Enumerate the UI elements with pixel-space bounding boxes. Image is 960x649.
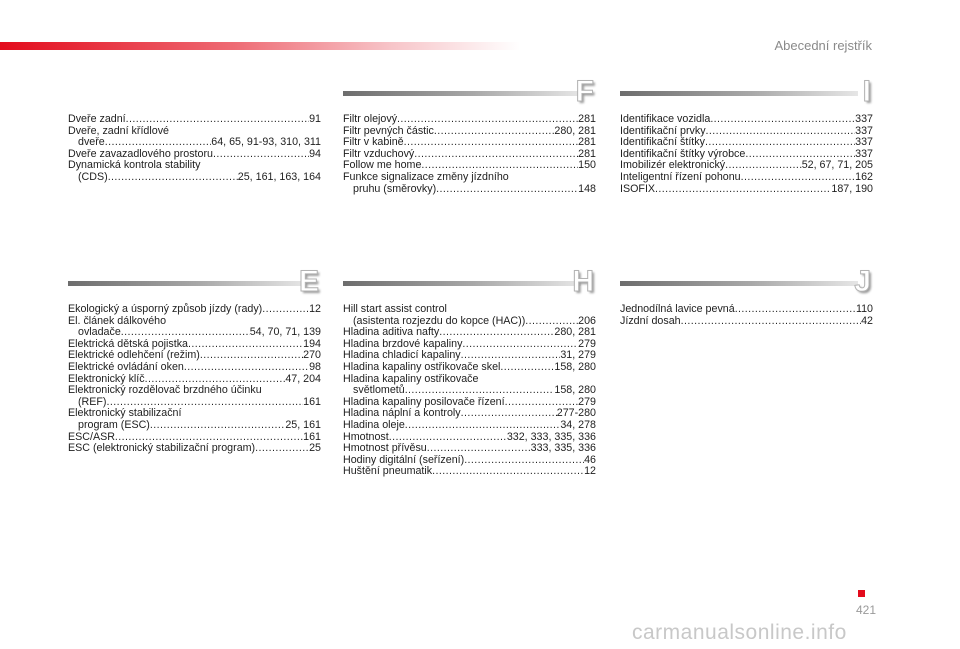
dot-leader bbox=[108, 172, 238, 184]
index-entry-label: Filtr olejový bbox=[343, 113, 398, 125]
index-entry-label: ISOFIX bbox=[620, 182, 656, 195]
index-entry-pages: 52, 67, 71, 205 bbox=[801, 159, 873, 172]
index-entry-pages: 279 bbox=[578, 337, 596, 350]
index-entry-heading: Funkce signalizace změny jízdního bbox=[343, 170, 509, 183]
index-entry bbox=[620, 172, 873, 184]
section-f-header bbox=[343, 74, 596, 114]
index-entry bbox=[68, 304, 321, 316]
dot-leader bbox=[255, 443, 309, 455]
dot-leader bbox=[432, 466, 584, 478]
index-entry-pages: 270 bbox=[303, 349, 321, 362]
index-entry-label: Follow me home bbox=[343, 159, 422, 172]
index-entry-pages: 42 bbox=[861, 314, 873, 327]
dot-leader bbox=[741, 172, 856, 184]
index-entry-pages: 91 bbox=[309, 113, 321, 125]
index-entry-pages: 280, 281 bbox=[554, 326, 596, 339]
index-entry-pages: 158, 280 bbox=[554, 384, 596, 397]
index-entry-label: pruhu (směrovky) bbox=[353, 182, 437, 195]
section-f bbox=[343, 74, 596, 195]
index-entry-pages: 31, 279 bbox=[560, 349, 596, 362]
dot-leader bbox=[200, 350, 303, 362]
index-entry-heading: Dveře, zadní křídlové bbox=[68, 124, 169, 137]
index-entry-pages: 161 bbox=[303, 430, 321, 443]
entries-i bbox=[620, 114, 873, 195]
index-entry-label: Dveře zadní bbox=[68, 113, 126, 125]
section-h bbox=[343, 264, 596, 478]
index-entry bbox=[343, 114, 596, 126]
dot-leader bbox=[681, 316, 862, 328]
index-entry bbox=[343, 466, 596, 478]
index-entry bbox=[68, 172, 321, 184]
index-entry-label: Hmotnost přívěsu bbox=[343, 442, 427, 455]
index-entry bbox=[343, 385, 596, 397]
index-entry-pages: 54, 70, 71, 139 bbox=[249, 326, 321, 339]
dot-leader bbox=[706, 126, 856, 138]
section-i-letter: I bbox=[862, 75, 871, 108]
index-entry-heading: Hladina kapaliny ostřikovače bbox=[343, 372, 479, 385]
section-e-bar bbox=[68, 281, 306, 286]
index-entry-pages: 94 bbox=[309, 147, 321, 160]
index-entry-pages: 46 bbox=[584, 453, 596, 466]
dot-leader bbox=[434, 126, 555, 138]
index-entry-heading: Elektronický stabilizační bbox=[68, 407, 182, 420]
dot-leader bbox=[461, 408, 557, 420]
index-entry-pages: 158, 280 bbox=[554, 360, 596, 373]
dot-leader bbox=[655, 184, 831, 196]
index-entry-pages: 150 bbox=[578, 159, 596, 172]
index-entry-heading: El. článek dálkového bbox=[68, 314, 167, 327]
entries-f bbox=[343, 114, 596, 195]
dot-leader bbox=[150, 420, 285, 432]
section-e-header bbox=[68, 264, 321, 304]
index-entry-label: Hladina kapaliny posilovače řízení bbox=[343, 395, 505, 408]
index-entry-pages: 12 bbox=[584, 465, 596, 478]
index-entry-pages: 161 bbox=[303, 395, 321, 408]
entries-d bbox=[68, 114, 321, 184]
index-entry-label: Hladina brzdové kapaliny bbox=[343, 337, 463, 350]
index-entry-label: (REF) bbox=[78, 395, 107, 408]
index-entry-label: Dveře zavazadlového prostoru bbox=[68, 147, 213, 160]
index-entry-label: Hladina kapaliny ostřikovače skel bbox=[343, 360, 501, 373]
dot-leader bbox=[427, 443, 531, 455]
index-entry-label: Filtr vzduchový bbox=[343, 147, 415, 160]
index-entry-label: Huštění pneumatik bbox=[343, 465, 433, 478]
dot-leader bbox=[184, 362, 309, 374]
index-entry-label: Hladina náplní a kontroly bbox=[343, 407, 461, 420]
index-entry-pages: 280, 281 bbox=[554, 124, 596, 137]
index-entry-label: Filtr v kabině bbox=[343, 136, 404, 149]
dot-leader bbox=[262, 304, 309, 316]
index-entry-pages: 337 bbox=[855, 136, 873, 149]
section-e-letter: E bbox=[298, 265, 319, 298]
index-entry-pages: 25 bbox=[309, 442, 321, 455]
dot-leader bbox=[126, 114, 309, 126]
index-entry bbox=[620, 184, 873, 196]
index-entry-pages: 187, 190 bbox=[831, 182, 873, 195]
index-entry-pages: 47, 204 bbox=[285, 372, 321, 385]
index-entry-label: Hmotnost bbox=[343, 430, 389, 443]
index-entry-label: Hladina aditiva nafty bbox=[343, 326, 440, 339]
section-e bbox=[68, 264, 321, 455]
index-entry-heading: Dynamická kontrola stability bbox=[68, 159, 201, 172]
page-number: 421 bbox=[855, 603, 876, 617]
section-f-bar bbox=[343, 91, 581, 96]
section-h-letter: H bbox=[572, 265, 594, 298]
index-entry-label: (CDS) bbox=[78, 170, 108, 183]
section-j-letter: J bbox=[854, 265, 871, 298]
index-entry-pages: 110 bbox=[855, 303, 873, 315]
dot-leader bbox=[414, 149, 578, 161]
index-entry bbox=[620, 304, 873, 316]
index-entry-heading: Hill start assist control bbox=[343, 303, 447, 315]
index-entry-label: Filtr pevných částic bbox=[343, 124, 434, 137]
index-entry-pages: 337 bbox=[855, 113, 873, 125]
section-i-header bbox=[620, 74, 873, 114]
dot-leader bbox=[500, 362, 554, 374]
dot-leader bbox=[735, 304, 856, 316]
section-j bbox=[620, 264, 873, 327]
index-entry-label: Elektrická dětská pojistka bbox=[68, 337, 188, 350]
index-entry-pages: 333, 335, 336 bbox=[530, 442, 596, 455]
index-entry bbox=[343, 420, 596, 432]
index-entry-label: ESC/ASR bbox=[68, 430, 115, 443]
index-entry-pages: 281 bbox=[578, 113, 596, 125]
index-entry bbox=[68, 362, 321, 374]
section-d bbox=[68, 114, 321, 184]
dot-leader bbox=[436, 184, 578, 196]
index-entry-label: ESC (elektronický stabilizační program) bbox=[68, 442, 256, 455]
index-entry-label: Elektronický klíč bbox=[68, 372, 145, 385]
index-entry-pages: 25, 161, 163, 164 bbox=[237, 170, 321, 183]
section-j-bar bbox=[620, 281, 858, 286]
index-entry bbox=[343, 443, 596, 455]
index-entry-pages: 162 bbox=[855, 170, 873, 183]
index-entry bbox=[68, 420, 321, 432]
index-entry-label: dveře bbox=[78, 136, 105, 149]
index-entry-label: světlometů bbox=[353, 384, 405, 397]
index-entry bbox=[620, 316, 873, 328]
index-entry bbox=[343, 184, 596, 196]
page-header-title: Abecední rejstřík bbox=[774, 38, 872, 53]
index-entry-pages: 281 bbox=[578, 147, 596, 160]
index-entry-label: (asistenta rozjezdu do kopce (HAC)) bbox=[353, 314, 526, 327]
index-entry-label: Identifikační štítky výrobce bbox=[620, 147, 746, 160]
index-entry-pages: 337 bbox=[855, 147, 873, 160]
index-entry bbox=[343, 362, 596, 374]
dot-leader bbox=[213, 149, 309, 161]
index-entry-pages: 206 bbox=[578, 314, 596, 327]
index-entry-pages: 25, 161 bbox=[285, 418, 321, 431]
index-entry-label: Identifikace vozidla bbox=[620, 113, 711, 125]
index-entry-heading: Elektronický rozdělovač brzdného účinku bbox=[68, 384, 262, 397]
section-f-letter: F bbox=[575, 75, 594, 108]
entries-e bbox=[68, 304, 321, 455]
index-entry-pages: 281 bbox=[578, 136, 596, 149]
index-entry-label: program (ESC) bbox=[78, 418, 150, 431]
index-entry-label: Jízdní dosah bbox=[620, 314, 681, 327]
index-entry-label: Identifikační prvky bbox=[620, 124, 706, 137]
section-j-header bbox=[620, 264, 873, 304]
index-entry-pages: 34, 278 bbox=[560, 418, 596, 431]
index-entry-label: Hladina chladicí kapaliny bbox=[343, 349, 461, 362]
watermark-text: carmanualsonline.info bbox=[632, 621, 847, 644]
index-entry-pages: 194 bbox=[303, 337, 321, 350]
index-entry bbox=[68, 443, 321, 455]
dot-leader bbox=[397, 114, 578, 126]
index-entry-label: Imobilizér elektronický bbox=[620, 159, 726, 172]
index-entry-label: Ekologický a úsporný způsob jízdy (rady) bbox=[68, 303, 263, 315]
section-h-header bbox=[343, 264, 596, 304]
dot-leader bbox=[405, 420, 561, 432]
dot-leader bbox=[405, 385, 555, 397]
index-entry-label: Jednodílná lavice pevná bbox=[620, 303, 735, 315]
dot-leader bbox=[464, 455, 584, 467]
index-entry-label: Identifikační štítky bbox=[620, 136, 705, 149]
index-entry-pages: 337 bbox=[855, 124, 873, 137]
section-h-bar bbox=[343, 281, 581, 286]
index-entry-pages: 332, 333, 335, 336 bbox=[506, 430, 596, 443]
dot-leader bbox=[188, 339, 303, 351]
index-entry-label: Inteligentní řízení pohonu bbox=[620, 170, 741, 183]
entries-h bbox=[343, 304, 596, 478]
dot-leader bbox=[710, 114, 855, 126]
index-entry-pages: 98 bbox=[309, 360, 321, 373]
index-entry-pages: 64, 65, 91-93, 310, 311 bbox=[211, 136, 321, 149]
index-entry bbox=[68, 114, 321, 126]
entries-j bbox=[620, 304, 873, 327]
page-number-marker bbox=[858, 590, 865, 597]
index-entry-label: Elektrické odlehčení (režim) bbox=[68, 349, 200, 362]
index-entry-pages: 277-280 bbox=[556, 407, 596, 420]
index-entry-pages: 279 bbox=[578, 395, 596, 408]
index-entry-label: Elektrické ovládání oken bbox=[68, 360, 184, 373]
index-entry-label: Hodiny digitální (seřízení) bbox=[343, 453, 465, 466]
index-entry-pages: 148 bbox=[578, 182, 596, 195]
index-entry-label: ovladače bbox=[78, 326, 121, 339]
index-entry-pages: 12 bbox=[309, 303, 321, 315]
section-i bbox=[620, 74, 873, 195]
dot-leader bbox=[404, 137, 579, 149]
index-entry bbox=[620, 114, 873, 126]
header-accent-bar bbox=[0, 42, 520, 50]
section-i-bar bbox=[620, 91, 858, 96]
index-entry-label: Hladina oleje bbox=[343, 418, 405, 431]
